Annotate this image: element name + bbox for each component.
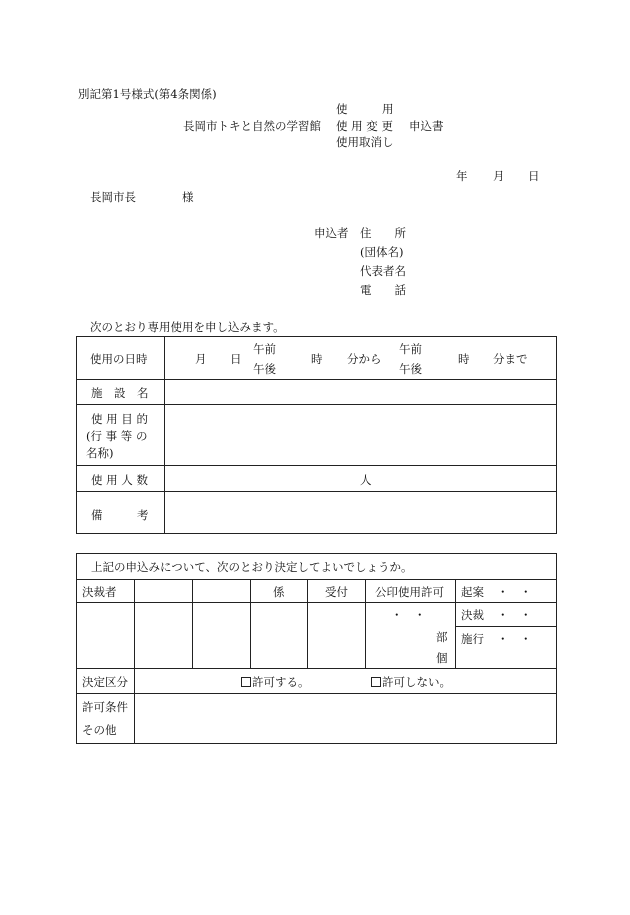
column-divider: [365, 579, 366, 668]
date-year-label: 年: [456, 169, 468, 183]
end-pm-option: 午後: [399, 362, 422, 376]
row-divider: [77, 668, 556, 669]
purpose-label-line1: 使 用 目 的: [91, 412, 148, 426]
staff-label: 係: [273, 585, 285, 599]
decision-category-label: 決定区分: [82, 675, 128, 689]
deny-option[interactable]: [371, 674, 451, 690]
people-unit-label: 人: [360, 473, 372, 487]
purpose-label-line2: (行 事 等 の: [86, 429, 148, 443]
deny-checkbox[interactable]: [371, 677, 381, 687]
draft-label: 起案: [461, 585, 484, 599]
row-divider: [77, 579, 556, 580]
approval-label: 決裁: [461, 608, 484, 622]
column-divider: [307, 579, 308, 668]
seal-date-dots: ・ ・: [391, 608, 426, 622]
date-day-label: 日: [528, 169, 540, 183]
seal-permission-label: 公印使用許可: [375, 585, 444, 599]
permit-option-label: 許可する。: [252, 675, 310, 689]
intro-text: 次のとおり専用使用を申し込みます。: [90, 320, 285, 334]
reception-label: 受付: [325, 585, 348, 599]
title-option-change: 使 用 変 更: [336, 119, 393, 133]
decision-table: [76, 553, 557, 744]
approval-date-dots: ・ ・: [497, 608, 532, 622]
addressee-name: 長岡市長: [90, 190, 136, 204]
row-divider: [77, 465, 556, 466]
deny-option-label: 許可しない。: [382, 675, 451, 689]
enforcement-label: 施行: [461, 632, 484, 646]
column-divider: [250, 579, 251, 668]
permit-checkbox[interactable]: [241, 677, 251, 687]
conditions-label-line2: その他: [82, 723, 117, 737]
column-divider: [455, 579, 456, 668]
purpose-field[interactable]: [165, 405, 555, 465]
facility-name-field[interactable]: [165, 380, 555, 404]
approver-label: 決裁者: [82, 585, 117, 599]
applicant-group-label: (団体名): [360, 245, 404, 259]
remarks-field[interactable]: [165, 492, 555, 533]
facility-name-label: 施 設 名: [91, 386, 149, 400]
title-prefix: 長岡市トキと自然の学習館: [183, 119, 321, 133]
usage-month-label: 月: [195, 352, 207, 366]
start-am-option: 午前: [253, 342, 276, 356]
column-divider: [192, 579, 193, 668]
title-option-cancel: 使用取消し: [336, 135, 394, 149]
title-option-use: 使 用: [336, 102, 394, 116]
row-divider: [77, 602, 556, 603]
conditions-label-line1: 許可条件: [82, 700, 128, 714]
title-suffix: 申込書: [409, 119, 444, 133]
start-hour-label: 時: [311, 352, 323, 366]
seal-count-unit: 個: [436, 651, 448, 665]
remarks-label: 備 考: [91, 508, 149, 522]
usage-day-label: 日: [230, 352, 242, 366]
end-minute-until-label: 分まで: [493, 352, 528, 366]
form-number: 別記第1号様式(第4条関係): [78, 87, 217, 101]
conditions-field[interactable]: [135, 694, 555, 743]
date-month-label: 月: [493, 169, 505, 183]
start-minute-from-label: 分から: [347, 352, 382, 366]
seal-department-unit: 部: [436, 630, 448, 644]
people-count-label: 使 用 人 数: [91, 473, 148, 487]
application-table: [76, 336, 557, 534]
draft-date-dots: ・ ・: [497, 585, 532, 599]
end-hour-label: 時: [458, 352, 470, 366]
permit-option[interactable]: [241, 674, 310, 690]
end-am-option: 午前: [399, 342, 422, 356]
enforcement-date-dots: ・ ・: [497, 632, 532, 646]
start-pm-option: 午後: [253, 362, 276, 376]
addressee-honorific: 様: [182, 190, 194, 204]
purpose-label-line3: 名称): [86, 446, 114, 460]
usage-datetime-label: 使用の日時: [90, 352, 148, 366]
decision-header-text: 上記の申込みについて、次のとおり決定してよいでしょうか。: [91, 560, 413, 574]
applicant-label: 申込者: [314, 226, 349, 240]
applicant-representative-label: 代表者名: [360, 264, 406, 278]
applicant-address-label: 住 所: [360, 226, 406, 240]
row-divider: [455, 626, 556, 627]
applicant-phone-label: 電 話: [360, 283, 406, 297]
